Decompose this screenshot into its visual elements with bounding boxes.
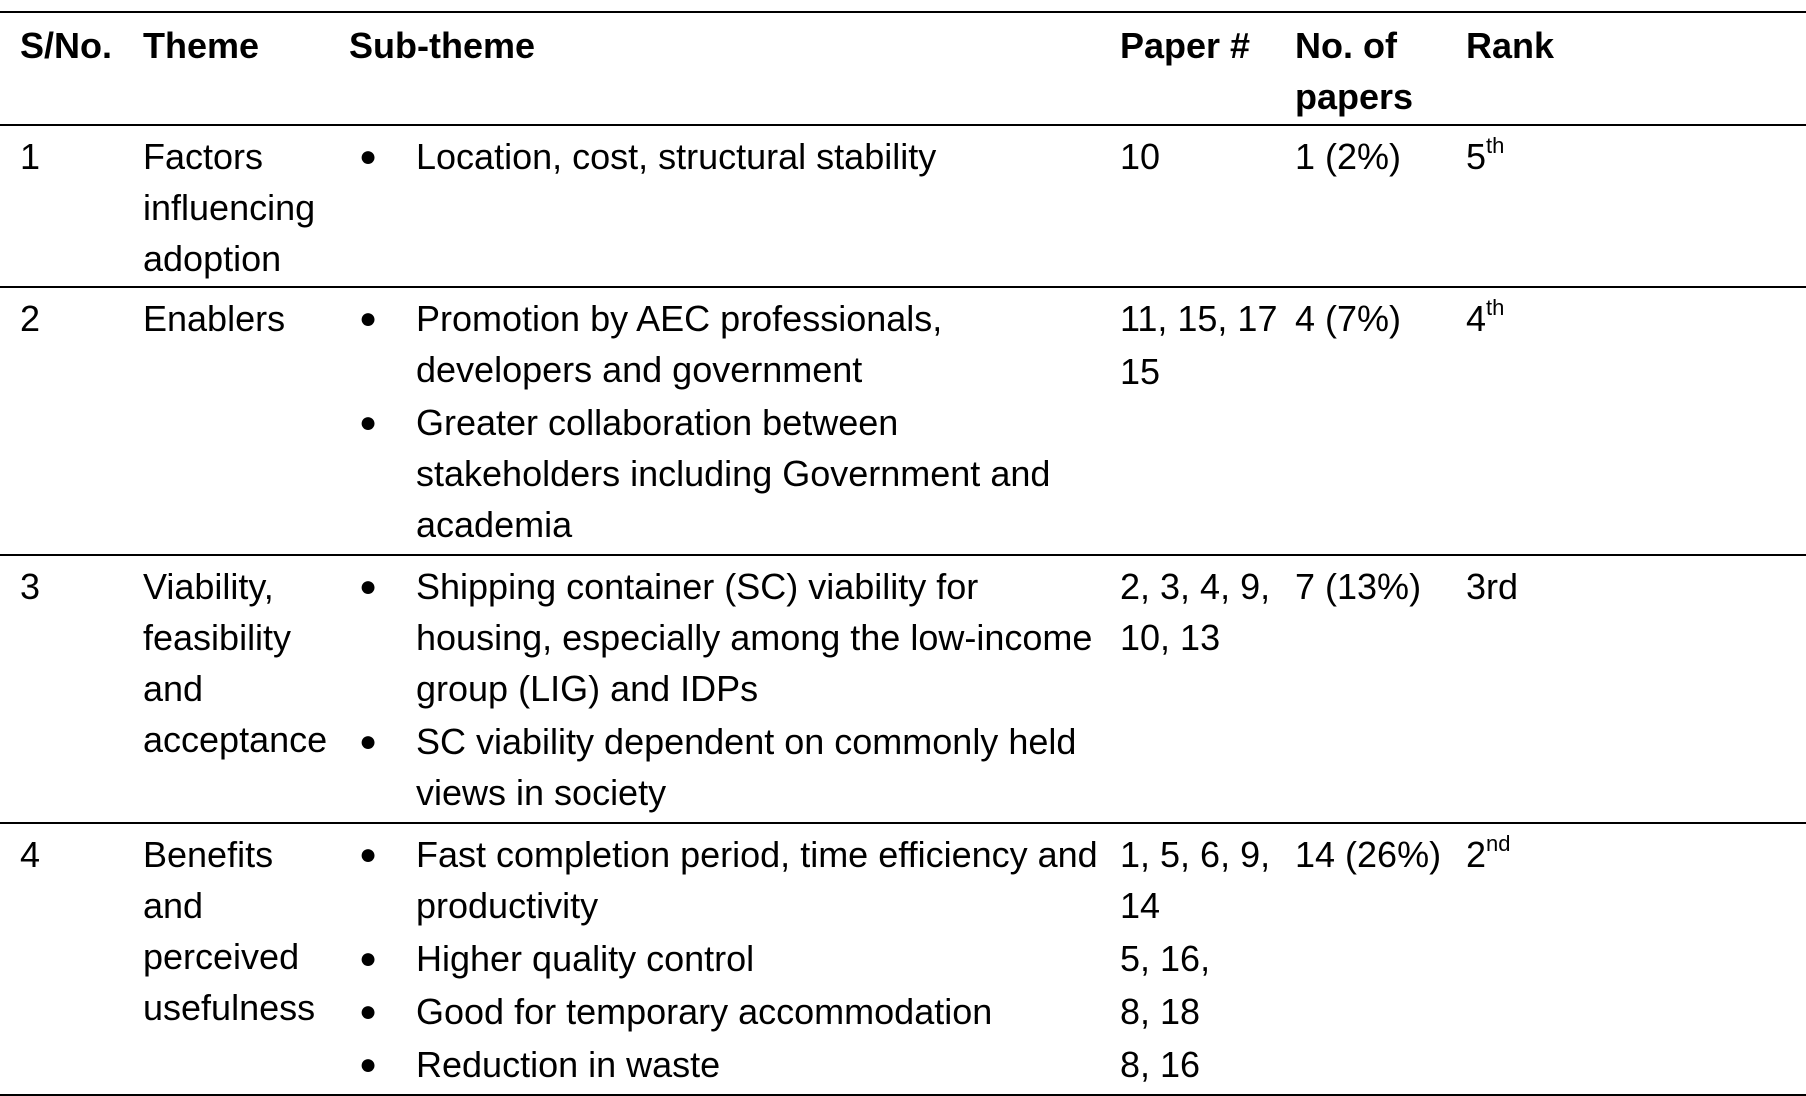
cell-papers bbox=[1120, 287, 1295, 555]
bullet-icon: ● bbox=[359, 995, 378, 1028]
subtheme-item bbox=[349, 131, 1120, 182]
paper-ref: 5, 16, bbox=[1120, 938, 1211, 979]
cell-rank bbox=[1466, 287, 1806, 555]
themes-table bbox=[0, 11, 1806, 1096]
bullet-icon: ● bbox=[359, 406, 378, 439]
rank-suffix: th bbox=[1486, 295, 1505, 320]
bullet-icon: ● bbox=[359, 942, 378, 975]
cell-rank bbox=[1466, 555, 1806, 823]
subtheme-text: Higher quality control bbox=[416, 938, 755, 979]
cell-rank bbox=[1466, 125, 1806, 287]
paper-ref: 8, 16 bbox=[1120, 1044, 1201, 1085]
cell-papers bbox=[1120, 555, 1295, 823]
cell-theme: Enablers bbox=[143, 298, 286, 339]
cell-count: 4 (7%) bbox=[1295, 298, 1402, 339]
bullet-icon: ● bbox=[359, 838, 378, 871]
subtheme-text: Good for temporary accommodation bbox=[416, 991, 993, 1032]
subtheme-text: Reduction in waste bbox=[416, 1044, 721, 1085]
cell-subthemes bbox=[349, 555, 1120, 823]
cell-rank bbox=[1466, 823, 1806, 1095]
cell-papers bbox=[1120, 823, 1295, 1095]
subtheme-item bbox=[349, 986, 1120, 1037]
table-header-row bbox=[0, 12, 1806, 125]
subtheme-item bbox=[349, 397, 1120, 550]
header-subtheme: Sub-theme bbox=[349, 25, 536, 66]
header-number-of-papers: No. of papers bbox=[1295, 25, 1414, 117]
subtheme-text: SC viability dependent on commonly held views in society bbox=[416, 721, 1077, 813]
paper-ref: 2, 3, 4, 9, 10, 13 bbox=[1120, 566, 1271, 658]
cell-sno: 4 bbox=[20, 834, 41, 875]
paper-ref: 10 bbox=[1120, 136, 1161, 177]
header-theme: Theme bbox=[143, 25, 260, 66]
paper-ref: 8, 18 bbox=[1120, 991, 1201, 1032]
table-row bbox=[0, 287, 1806, 555]
subtheme-text: Fast completion period, time efficiency and productivity bbox=[416, 834, 1098, 926]
subtheme-item bbox=[349, 561, 1120, 714]
table-row bbox=[0, 555, 1806, 823]
subtheme-item bbox=[349, 933, 1120, 984]
cell-count: 1 (2%) bbox=[1295, 136, 1402, 177]
cell-sno: 1 bbox=[20, 136, 41, 177]
subtheme-text: Promotion by AEC professionals, developers and government bbox=[416, 298, 943, 390]
cell-sno: 2 bbox=[20, 298, 41, 339]
bullet-icon: ● bbox=[359, 140, 378, 173]
subtheme-item bbox=[349, 829, 1120, 931]
rank-number: 5 bbox=[1466, 136, 1487, 177]
rank-number: 3rd bbox=[1466, 566, 1519, 607]
subtheme-item bbox=[349, 293, 1120, 395]
paper-ref: 1, 5, 6, 9, 14 bbox=[1120, 834, 1271, 926]
cell-theme: Viability, feasibility and acceptance bbox=[143, 566, 328, 760]
table-row bbox=[0, 125, 1806, 287]
cell-count: 7 (13%) bbox=[1295, 566, 1422, 607]
bullet-icon: ● bbox=[359, 570, 378, 603]
subtheme-text: Shipping container (SC) viability for housing, especially among the low-income group (LIG) and IDPs bbox=[416, 566, 1093, 709]
rank-suffix: nd bbox=[1486, 831, 1511, 856]
paper-ref: 11, 15, 17 bbox=[1120, 298, 1278, 339]
subtheme-text: Greater collaboration between stakeholders including Government and academia bbox=[416, 402, 1051, 545]
rank-number: 4 bbox=[1466, 298, 1487, 339]
cell-subthemes bbox=[349, 287, 1120, 555]
subtheme-text: Location, cost, structural stability bbox=[416, 136, 937, 177]
table-row bbox=[0, 823, 1806, 1095]
rank-number: 2 bbox=[1466, 834, 1487, 875]
paper-ref: 15 bbox=[1120, 351, 1161, 392]
header-sno: S/No. bbox=[20, 25, 113, 66]
header-paper-number: Paper # bbox=[1120, 25, 1251, 66]
bullet-icon: ● bbox=[359, 725, 378, 758]
cell-sno: 3 bbox=[20, 566, 41, 607]
cell-subthemes bbox=[349, 125, 1120, 287]
cell-subthemes bbox=[349, 823, 1120, 1095]
subtheme-item bbox=[349, 716, 1120, 818]
cell-theme: Factors influencing adoption bbox=[143, 136, 316, 279]
subtheme-item bbox=[349, 1039, 1120, 1090]
cell-theme: Benefits and perceived usefulness bbox=[143, 834, 316, 1028]
header-rank: Rank bbox=[1466, 25, 1555, 66]
bullet-icon: ● bbox=[359, 302, 378, 335]
rank-suffix: th bbox=[1486, 133, 1505, 158]
cell-count: 14 (26%) bbox=[1295, 834, 1442, 875]
bullet-icon: ● bbox=[359, 1048, 378, 1081]
cell-papers bbox=[1120, 125, 1295, 287]
